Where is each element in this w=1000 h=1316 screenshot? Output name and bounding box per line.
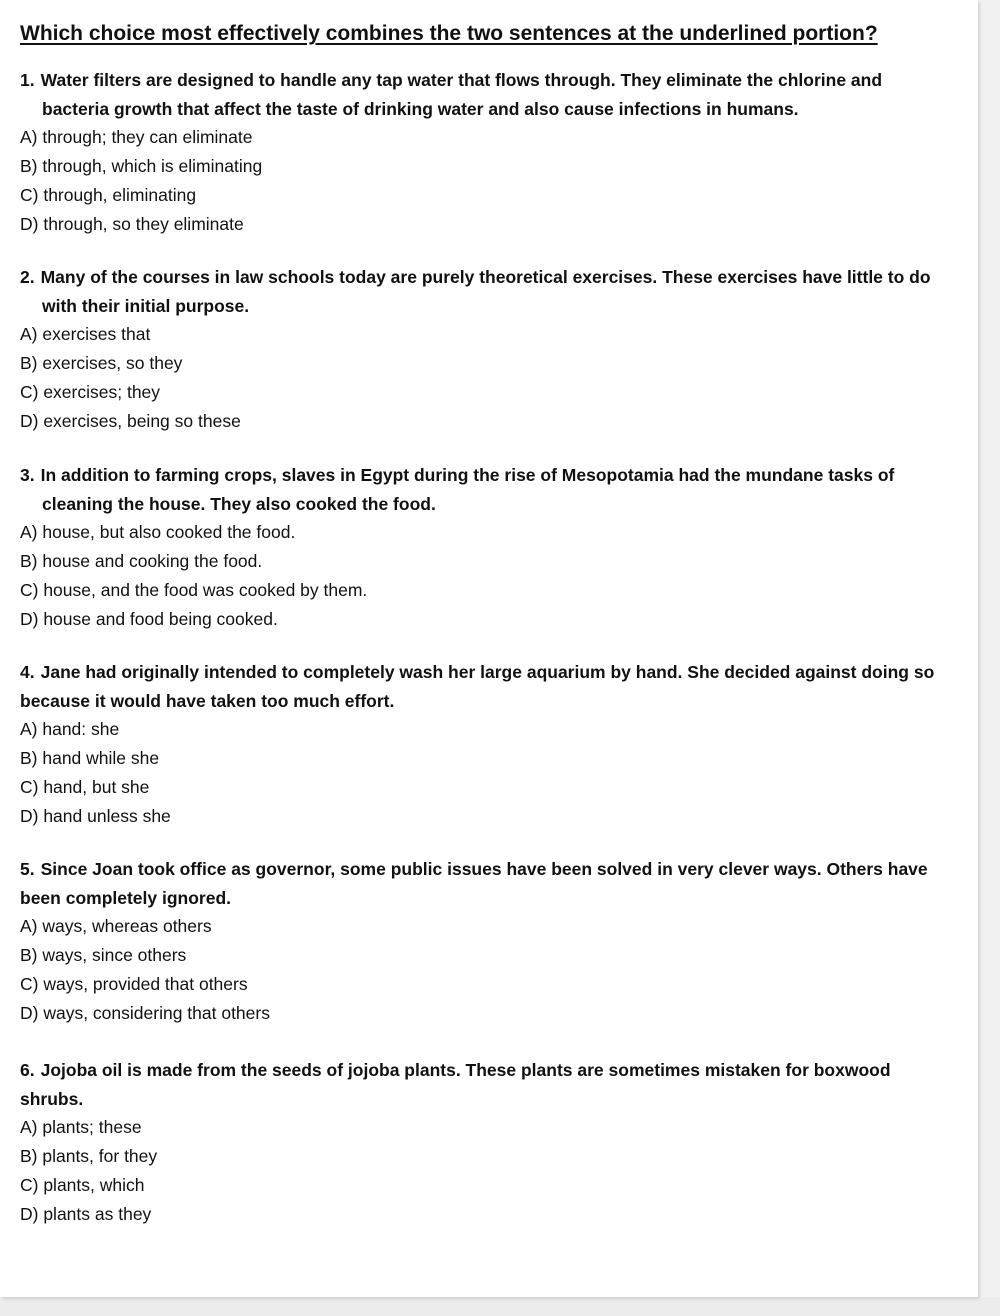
question-text: Water filters are designed to handle any tap water that flows through. They eliminate the chlorine and bacteria growth that affect the taste of drinking water and also cause infections in humans. (40, 70, 883, 119)
option-c[interactable]: C) through, eliminating (20, 185, 197, 205)
option-c[interactable]: C) plants, which (20, 1175, 145, 1195)
option-c[interactable]: C) ways, provided that others (20, 974, 248, 994)
option-b[interactable]: B) plants, for they (20, 1146, 158, 1166)
question-text: Since Joan took office as governor, some public issues have been solved in very clever ways. Others have been completely ignored. (20, 859, 928, 908)
option-a[interactable]: A) plants; these (20, 1117, 142, 1137)
question-5 (20, 855, 940, 1028)
question-stem (20, 66, 940, 123)
option-b[interactable]: B) hand while she (20, 748, 160, 768)
option-a[interactable]: A) through; they can eliminate (20, 127, 253, 147)
question-6 (20, 1056, 940, 1229)
question-stem (20, 263, 940, 320)
answer-options (20, 912, 940, 1028)
question-1 (20, 66, 940, 239)
option-d[interactable]: D) exercises, being so these (20, 411, 241, 431)
option-d[interactable]: D) hand unless she (20, 806, 171, 826)
option-b[interactable]: B) exercises, so they (20, 353, 183, 373)
question-text: Jojoba oil is made from the seeds of jojoba plants. These plants are sometimes mistaken for boxwood shrubs. (20, 1060, 891, 1109)
answer-options (20, 715, 940, 831)
option-d[interactable]: D) house and food being cooked. (20, 609, 278, 629)
question-stem (20, 658, 940, 715)
answer-options (20, 518, 940, 634)
option-a[interactable]: A) exercises that (20, 324, 151, 344)
option-b[interactable]: B) ways, since others (20, 945, 187, 965)
question-4 (20, 658, 940, 831)
question-number: 2. (20, 267, 35, 287)
option-d[interactable]: D) ways, considering that others (20, 1003, 270, 1023)
question-stem (20, 461, 940, 518)
question-number: 4. (20, 662, 35, 682)
option-d[interactable]: D) through, so they eliminate (20, 214, 244, 234)
question-2 (20, 263, 940, 436)
question-number: 3. (20, 465, 35, 485)
option-c[interactable]: C) house, and the food was cooked by them. (20, 580, 368, 600)
answer-options (20, 1113, 940, 1229)
option-d[interactable]: D) plants as they (20, 1204, 152, 1224)
question-3 (20, 461, 940, 634)
instructions-heading: Which choice most effectively combines the two sentences at the underlined portion? (20, 22, 878, 45)
option-a[interactable]: A) ways, whereas others (20, 916, 212, 936)
option-c[interactable]: C) hand, but she (20, 777, 150, 797)
question-stem (20, 855, 940, 912)
right-margin (978, 0, 1000, 1316)
answer-options (20, 320, 940, 436)
bottom-margin (0, 1297, 1000, 1316)
option-a[interactable]: A) hand: she (20, 719, 120, 739)
option-b[interactable]: B) house and cooking the food. (20, 551, 263, 571)
answer-options (20, 123, 940, 239)
question-number: 6. (20, 1060, 35, 1080)
question-text: In addition to farming crops, slaves in Egypt during the rise of Mesopotamia had the mundane tasks of cleaning the house. They also cooked the food. (40, 465, 895, 514)
option-b[interactable]: B) through, which is eliminating (20, 156, 263, 176)
question-number: 1. (20, 70, 35, 90)
question-text: Many of the courses in law schools today are purely theoretical exercises. These exercises have little to do with their initial purpose. (40, 267, 931, 316)
question-text: Jane had originally intended to completely wash her large aquarium by hand. She decided against doing so because it would have taken too much effort. (20, 662, 935, 711)
question-number: 5. (20, 859, 35, 879)
option-c[interactable]: C) exercises; they (20, 382, 161, 402)
option-a[interactable]: A) house, but also cooked the food. (20, 522, 296, 542)
question-stem (20, 1056, 940, 1113)
